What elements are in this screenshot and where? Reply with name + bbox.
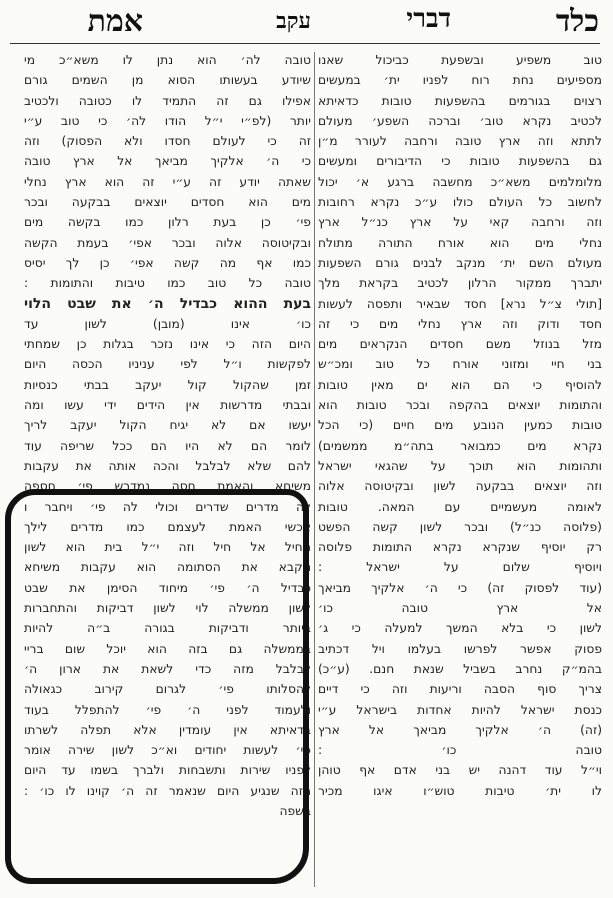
text-line: זה כי לעולם חסדו ולא הפסוק) וזה <box>24 134 311 149</box>
text-line: לשון כי בלא המשך למעלה כי ג׳ <box>318 621 602 636</box>
text-line: אפילו גם זה התמיד לו כטובה ולכטיב <box>24 93 311 108</box>
text-line: וזה יוצאים בבקעה לשון ובקיטוסה אלוה <box>318 479 602 494</box>
text-line: צריך סוף הסבה וריעות וזה כי דיים <box>318 682 602 697</box>
text-line: (פלוסה כנ״ל) ובכר לשון קשה הפשט <box>318 519 602 534</box>
text-line: לשון ממשלה לוי לשון דביקות והתחברות <box>24 601 311 616</box>
text-line: (זה) ה׳ אלקיך מביאך אל ארץ <box>318 722 602 737</box>
text-line: להסלותו פי׳ לגרום קירוב כגאולה <box>24 682 311 697</box>
text-line: פי׳ כן בעת רלון כמו בקשה מים <box>24 215 311 230</box>
text-line: ובקיטוסה אלוה ובכר אפי׳ בעמת הקשה <box>24 235 311 250</box>
text-line: אל ארץ טובה כו׳ <box>318 601 602 616</box>
text-line: טובה לה׳ הוא נתן לו משא״כ מי <box>24 53 311 67</box>
text-line: משיחא והאמת חסה נמדרש פי׳ חספה <box>24 479 311 494</box>
text-line: פי׳ לעשות יחודים וא״כ לשון שירה אומר <box>24 743 311 758</box>
column-divider <box>314 52 315 887</box>
text-line: היום הזה כי אינו נזכר בגלות כן שמחתי <box>24 337 311 352</box>
text-line: לתתא וזה ארץ טובה ורחבה לעורר מ״ן <box>318 134 602 149</box>
text-line: [תולי צ״ל נרא] חסד שבאיר ותפסה לעשות <box>318 296 602 311</box>
text-line: זמן שהקול קול יעקב בבתי כנסיות <box>24 377 311 392</box>
right-text-column <box>318 50 602 888</box>
page-header <box>0 0 613 42</box>
header-divider <box>10 43 600 44</box>
text-line: שאתה יודע זה ע״י זה הוא ארץ נחלי <box>24 174 311 189</box>
text-line: בהמ״ק נחרב בשביל שנאת חנם. (ע״כ) <box>318 661 602 676</box>
text-line: נוקבא את הסתומה הוא עקבות משיחא <box>24 560 311 575</box>
text-line: מחיל אל חיל וזה י״ל בית הוא לשון <box>24 540 311 555</box>
text-line: יותר (לפ״י י״ל הודו לה׳ כי טוב ע״י <box>24 113 311 128</box>
running-title-section: דברי <box>406 4 451 34</box>
text-line: בני חיי ומזוני אורח כל טוב ומכ״ש <box>318 357 602 372</box>
text-line: וי״ל עוד דהנה יש בני אדם אף טוהן <box>318 763 602 778</box>
text-line: טובה כו׳ : <box>318 743 602 758</box>
text-line: לחשוב כל העולם כולו ע״כ נקרא רחובות <box>318 195 602 210</box>
text-line: והתומות יוצאים בהקפה ובכר טובות הוא <box>318 398 602 413</box>
text-line: אכשי האמת לעצמם כמו מדרים לילך <box>24 519 311 534</box>
text-line: לכטיב נקרא טוב׳ וברכה השפע׳ מעולם <box>318 113 602 128</box>
text-line: להוסיף כי הם הוא ים מאין טובות <box>318 377 602 392</box>
text-line: לפניו שירות ותשבחות ולברך בשמו עד היום <box>24 763 311 778</box>
text-line: מלומלמים משא״כ מחשבה ברגע א׳ יכול <box>318 174 602 189</box>
left-text-column <box>24 50 311 888</box>
text-line: ותהומות הוא תוכך על שהגאי ישראל <box>318 458 602 473</box>
text-line: לומר הם לא היו הם ככל שריפה עוד <box>24 438 311 453</box>
text-line: וזה ורחבה קאי על ארץ כנ״ל ארץ <box>318 215 602 230</box>
text-line: מספיעים נחת רוח לפניו ית׳ במעשים <box>318 73 602 88</box>
text-line: לאומה מעשמיים עם המאה. טובות <box>318 499 602 514</box>
text-line: לבלבל מזה כדי לשאת את ארון ה׳ <box>24 661 311 676</box>
text-line: ובבתי מדרשות אין הידים ידי עשו ומה <box>24 398 311 413</box>
text-line: ביותר ודביקות בגורה ב״ה להיות <box>24 621 311 636</box>
text-line: ויוסיף שלום על ישראל : <box>318 560 602 575</box>
text-line: כו׳ אינו (מובן) לשון עד <box>24 316 311 331</box>
text-line: רצוים בגורמים בהשפעות טובות כדאיתא <box>318 93 602 108</box>
text-line: נחלי מים הוא אורח התורה מתולח <box>318 235 602 250</box>
book-title: אמת <box>87 4 143 39</box>
text-line: כמו אף מה קשה אפי׳ כן לך יסיס <box>24 255 311 270</box>
text-line: נקרא מים כמבואר בתה״מ ממשמים) <box>318 438 602 453</box>
text-line: גם בהשפעות טובות כי הדיבורים ומעשים <box>318 154 602 169</box>
text-line: בדאיתא אין עומדין אלא תפלה לשרתו <box>24 722 311 737</box>
text-line: חסד ודוק וזה ארץ נחלי מים כי זה <box>318 316 602 331</box>
text-line: בשפה <box>279 803 311 818</box>
text-line: כי ה׳ אלקיך מביאך אל ארץ טובה <box>24 154 311 169</box>
page-number: כלד <box>555 4 599 39</box>
text-line: טובות כמעין הנובע מים חיים (כי הכל <box>318 418 602 433</box>
text-line: מים הוא חסדים יוצאים בבקעה ובכר <box>24 195 311 210</box>
text-line: בממשלה גם בזה הוא יוכל שום בריי <box>24 641 311 656</box>
text-line: ולעמוד לפני ה׳ פי׳ להתפלל בעוד <box>24 702 311 717</box>
text-line: הזה שנגיע היום שנאמר זה ה׳ קוינו לו כו׳ : <box>24 783 311 798</box>
text-line: להם שלא לבלבל והכה אותה את עקבות <box>24 458 311 473</box>
text-line: טובה כל טוב כמו טיבות והתומות : <box>24 276 311 291</box>
text-line: מזל בנוזל משם חסדים הנקראים מים <box>318 337 602 352</box>
text-line: יעשו אם לא יגיח הקול יעקב לריך <box>24 418 311 433</box>
text-line: לו ית׳ טיבות טוש״ו איגו מכיר <box>318 783 602 798</box>
text-line: לה מדרים שדרים וכולי לה פי׳ ויחבר ו <box>24 499 311 514</box>
text-line: מעולם השם ית׳ מנקב לבנים גורם השפעות <box>318 255 602 270</box>
parsha-name: עקב <box>276 8 311 34</box>
text-line: יתברך ממקור הרלון לכטיב בקראת מלך <box>318 276 602 291</box>
text-line: טוב משפיע ובשפעת כביכול שאנו <box>318 53 602 67</box>
text-line: כבדיל ה׳ פי׳ מיחוד הסימן את שבט <box>24 580 311 595</box>
text-line: בעת ההוא כבדיל ה׳ את שבט הלוי <box>24 295 311 312</box>
text-line: רק יוסיף שנקרא נקרא התומות פלוסה <box>318 540 602 555</box>
text-line: כנסת ישראל להיות אחדות בישראל ע״י <box>318 702 602 717</box>
text-line: פסוק אפשר לפרשו בעלמו ויל דכתיב <box>318 641 602 656</box>
text-line: שיודע בעשותו הסוא מן השמים גורם <box>24 73 311 88</box>
text-line: (עוד לפסוק זה) כי ה׳ אלקיך מביאך <box>318 580 602 595</box>
text-line: לפקשות ו״ל לפי עניניו הכסה היום <box>24 357 311 372</box>
